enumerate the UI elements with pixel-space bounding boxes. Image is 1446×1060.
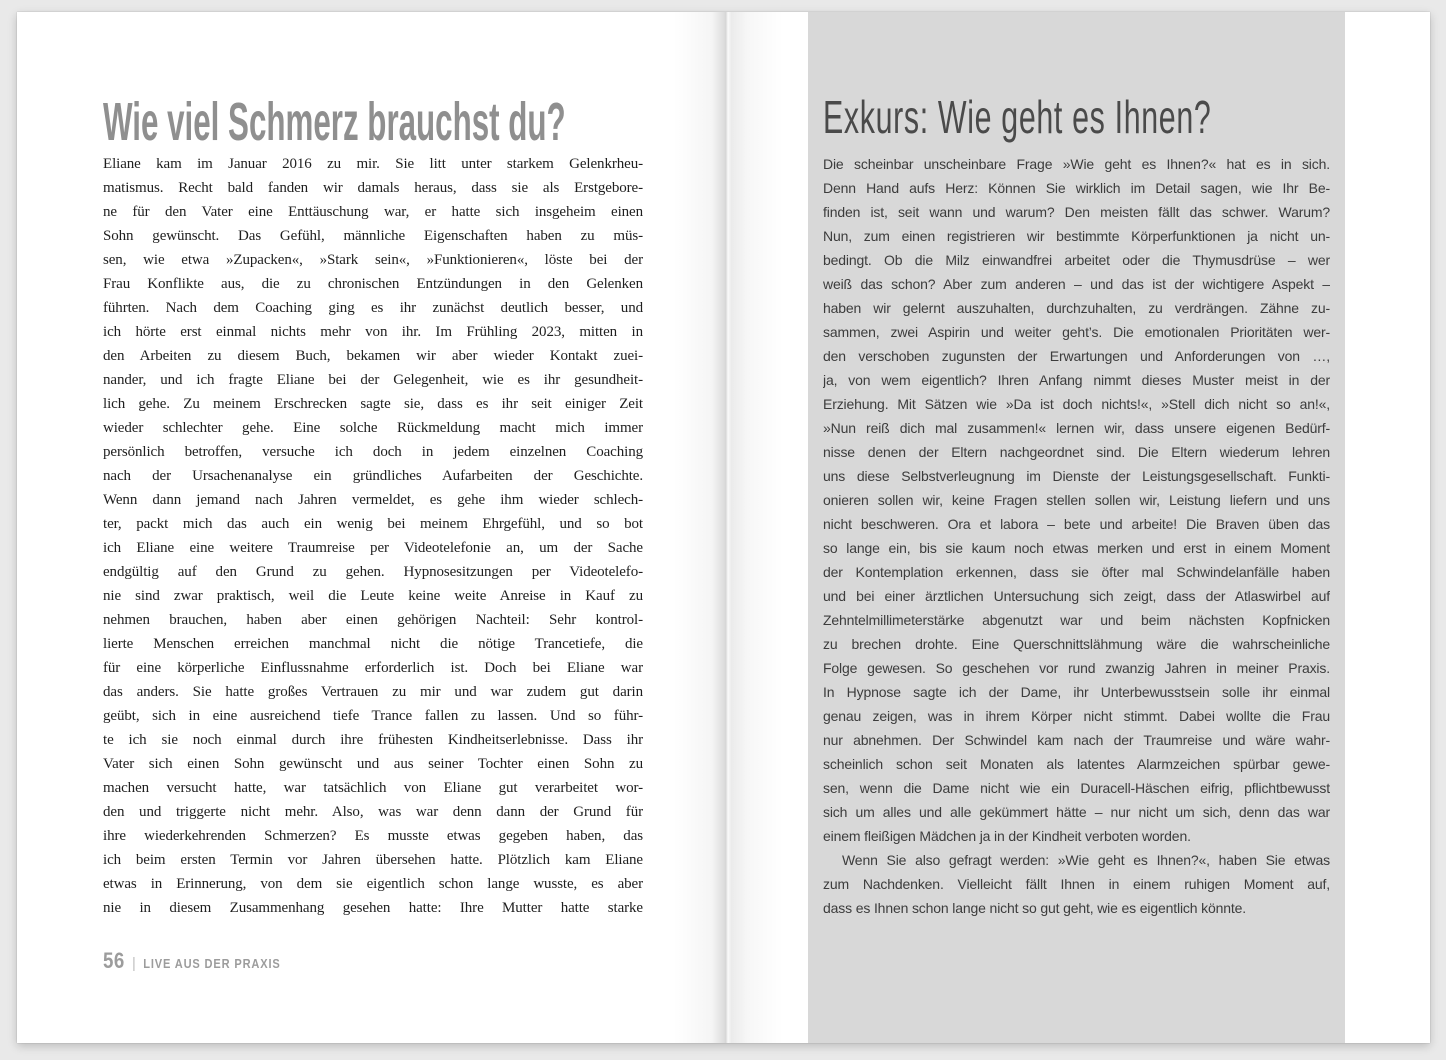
text-line: endgültig auf den Grund zu gehen. Hypnosesitzungen per Videotelefo-: [103, 564, 643, 580]
text-line: lich gehe. Zu meinem Erschrecken sagte sie, dass es ihr seit einiger Zeit: [103, 396, 643, 412]
text-line: führten. Nach dem Coaching ging es ihr zunächst deutlich besser, und: [103, 300, 643, 316]
text-line: Zehntelmillimeterstärke abgenutzt war und beim nächsten Kopfnicken: [823, 612, 1330, 628]
text-line: ich hörte erst einmal nichts mehr von ihr. Im Frühling 2023, mitten in: [103, 324, 643, 340]
text-line: Wenn Sie also gefragt werden: »Wie geht es Ihnen?«, haben Sie etwas: [842, 852, 1330, 868]
text-line: etwas in Erinnerung, von dem sie eigentlich schon lange wusste, es aber: [103, 876, 643, 892]
text-line: sen, wie etwa »Zupacken«, »Stark sein«, »Funktionieren«, löste bei der: [103, 252, 643, 268]
text-line: Nun, zum einen registrieren wir bestimmte Körperfunktionen ja nicht un-: [823, 228, 1330, 244]
page-footer: [103, 950, 281, 972]
text-line: In Hypnose sagte ich der Dame, ihr Unterbewusstsein solle ihr einmal: [823, 684, 1330, 700]
text-line: Eliane kam im Januar 2016 zu mir. Sie litt unter starkem Gelenkrheu-: [103, 156, 643, 172]
text-line: matismus. Recht bald fanden wir damals heraus, dass sie als Erstgebore-: [103, 180, 643, 196]
page-number: 56: [103, 948, 125, 973]
text-line: wieder schlechter gehe. Eine solche Rückmeldung macht mich immer: [103, 420, 643, 436]
text-line: Folge gewesen. So geschehen vor rund zwanzig Jahren in meiner Praxis.: [823, 660, 1330, 676]
text-line: Die scheinbar unscheinbare Frage »Wie geht es Ihnen?« hat es in sich.: [823, 156, 1330, 172]
text-line: den Arbeiten zu diesem Buch, bekamen wir aber wieder Kontakt zuei-: [103, 348, 643, 364]
text-line: nander, und ich fragte Eliane bei der Gelegenheit, wie es ihr gesundheit-: [103, 372, 643, 388]
text-line: ich beim ersten Termin vor Jahren übersehen hatte. Plötzlich kam Eliane: [103, 852, 643, 868]
text-line: Wenn dann jemand nach Jahren vermeldet, es gehe ihm wieder schlech-: [103, 492, 643, 508]
excursus-body-text: [823, 152, 1330, 920]
text-line: den und triggerte nicht mehr. Also, was war denn dann der Grund für: [103, 804, 643, 820]
text-line: nur abnehmen. Der Schwindel kam nach der Traumreise und wäre wahr-: [823, 732, 1330, 748]
excursus-title: [823, 91, 1330, 143]
text-line: nehmen brauchen, haben aber einen gehörigen Nachteil: Sehr kontrol-: [103, 612, 643, 628]
text-line: onieren sollen wir, keine Fragen stellen sollen wir, Leistung liefern und uns: [823, 492, 1330, 508]
text-line: und bei einer ärztlichen Untersuchung sich zeigt, dass der Atlaswirbel auf: [823, 588, 1330, 604]
excursus-title-text: Exkurs: Wie geht es Ihnen?: [823, 91, 1212, 143]
text-line: scheinlich schon seit Monaten als latentes Alarmzeichen spürbar gewe-: [823, 756, 1330, 772]
text-line: geübt, sich in eine ausreichend tiefe Trance fallen zu lassen. Und so führ-: [103, 708, 643, 724]
text-line: ne für den Vater eine Enttäuschung war, er hatte sich insgeheim einen: [103, 204, 643, 220]
text-line: lierte Menschen erreichen manchmal nicht die nötige Trancetiefe, die: [103, 636, 643, 652]
page-right: [727, 12, 1430, 1043]
text-line: so lange ein, bis sie kaum noch etwas merken und erst in einem Moment: [823, 540, 1330, 556]
excursus-box: [808, 12, 1345, 1043]
chapter-title: [103, 92, 723, 152]
text-line: haben wir gelernt auszuhalten, durchzuhalten, zu verdrängen. Zähne zu-: [823, 300, 1330, 316]
text-line: für eine körperliche Einflussnahme erforderlich ist. Doch bei Eliane war: [103, 660, 643, 676]
text-line: Frau Konflikte aus, die zu chronischen Entzündungen in den Gelenken: [103, 276, 643, 292]
footer-separator: |: [132, 955, 136, 972]
text-line: nie in diesem Zusammenhang gesehen hatte: Ihre Mutter hatte starke: [103, 900, 643, 916]
text-line: dass es Ihnen schon lange nicht so gut geht, wie es eigentlich könnte.: [823, 900, 1247, 916]
text-line: einem fleißigen Mädchen ja in der Kindheit verboten worden.: [823, 828, 1191, 844]
text-line: das anders. Sie hatte großes Vertrauen zu mir und war zudem gut darin: [103, 684, 643, 700]
text-line: »Nun reiß dich mal zusammen!« lernen wir, dass unsere eigenen Bedürf-: [823, 420, 1330, 436]
text-line: sen, wenn die Dame nicht wie ein Duracell-Häschen eifrig, pflichtbewusst: [823, 780, 1330, 796]
text-line: zum Nachdenken. Vielleicht fällt Ihnen in einem ruhigen Moment auf,: [823, 876, 1330, 892]
text-line: sammen, zwei Aspirin und weiter geht’s. Die emotionalen Prioritäten wer-: [823, 324, 1330, 340]
text-line: Denn Hand aufs Herz: Können Sie wirklich im Detail sagen, wie Ihr Be-: [823, 180, 1330, 196]
text-line: uns diese Selbstverleugnung im Dienste der Leistungsgesellschaft. Funkti-: [823, 468, 1330, 484]
text-line: nach der Ursachenanalyse ein gründliches Aufarbeiten der Geschichte.: [103, 468, 643, 484]
text-line: ja, von wem eigentlich? Ihren Anfang nimmt dieses Muster meist in der: [823, 372, 1330, 388]
text-line: den verschoben zugunsten der Erwartungen und Anforderungen von …,: [823, 348, 1330, 364]
text-line: ich Eliane eine weitere Traumreise per Videotelefonie an, um der Sache: [103, 540, 643, 556]
text-line: sich um alles und alle gekümmert hätte – nur nicht um sich, denn das war: [823, 804, 1330, 820]
text-line: Erziehung. Mit Sätzen wie »Da ist doch nichts!«, »Stell dich nicht so an!«,: [823, 396, 1330, 412]
text-line: nie sind zwar praktisch, weil die Leute keine weite Anreise in Kauf zu: [103, 588, 643, 604]
text-line: ihre wiederkehrenden Schmerzen? Es musste etwas gegeben haben, das: [103, 828, 643, 844]
text-line: genau zeigen, was in ihrem Körper nicht stimmt. Dabei wollte die Frau: [823, 708, 1330, 724]
text-line: ter, packt mich das auch ein wenig bei meinem Ehrgefühl, und so bot: [103, 516, 643, 532]
text-line: finden ist, seit wann und warum? Den meisten fällt das schwer. Warum?: [823, 204, 1330, 220]
text-line: nicht beschweren. Ora et labora – bete und arbeite! Die Braven üben das: [823, 516, 1330, 532]
text-line: nisse denen der Eltern nachgeordnet sind. Die Eltern wiederum lehren: [823, 444, 1330, 460]
text-line: machen versucht hatte, war tatsächlich von Eliane gut verarbeitet wor-: [103, 780, 643, 796]
book-spread: [17, 12, 1430, 1043]
text-line: weiß das schon? Aber zum anderen – und das ist der wichtigere Aspekt –: [823, 276, 1330, 292]
chapter-body-text: [103, 152, 643, 920]
page-left: [17, 12, 723, 1043]
text-line: Sohn gewünscht. Das Gefühl, männliche Eigenschaften haben zu müs-: [103, 228, 643, 244]
chapter-title-text: Wie viel Schmerz brauchst du?: [103, 92, 566, 152]
text-line: zu brechen drohte. Eine Querschnittslähmung wäre die wahrscheinliche: [823, 636, 1330, 652]
text-line: Vater sich einen Sohn gewünscht und aus seiner Tochter einen Sohn zu: [103, 756, 643, 772]
running-head: LIVE AUS DER PRAXIS: [143, 956, 281, 971]
text-line: der Kontemplation erkennen, dass sie öfter mal Schwindelanfälle haben: [823, 564, 1330, 580]
text-line: te ich sie noch einmal durch ihre frühesten Kindheitserlebnisse. Dass ihr: [103, 732, 643, 748]
text-line: persönlich betroffen, versuche ich doch in jedem einzelnen Coaching: [103, 444, 643, 460]
text-line: bedingt. Ob die Milz einwandfrei arbeitet oder die Thymusdrüse – wer: [823, 252, 1330, 268]
